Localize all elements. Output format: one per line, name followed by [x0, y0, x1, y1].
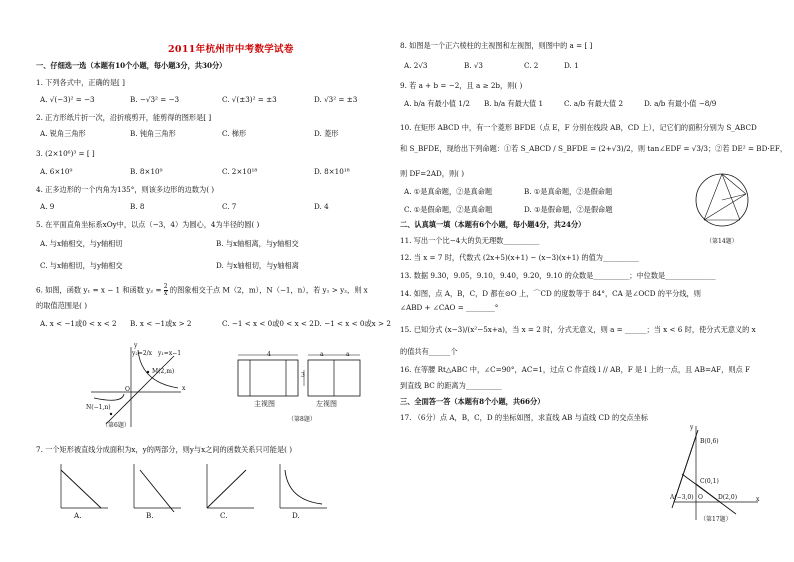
- q10-option-b: B. ①是真命题，②是假命题: [524, 187, 613, 196]
- q2-option-d: D. 菱形: [314, 129, 339, 138]
- fig6-label-y1: y₁=x−1: [158, 350, 182, 357]
- fig6-caption: （第6题）: [102, 422, 130, 429]
- q3-option-b: B. 8×10⁹: [130, 167, 163, 176]
- fig8-label-3: 3: [301, 372, 305, 379]
- fig17-label-a: A(−3,0): [670, 494, 694, 501]
- fig8-caption: （第8题）: [288, 416, 316, 423]
- q2-option-a: A. 锐角三角形: [40, 129, 86, 138]
- q2-option-c: C. 梯形: [222, 129, 247, 138]
- q17-stem: 17. （6分）点 A，B，C，D 的坐标如图，求直线 AB 与直线 CD 的交点坐标: [400, 413, 648, 422]
- q15-line1: 15. 已知分式 (x−3)/(x²−5x+a)，当 x = 2 时，分式无意义，则 a = ______；当 x < 6 时，使分式无意义的 x: [400, 325, 756, 334]
- q10-line2: 和 S_BFDE，现给出下列命题：①若 S_ABCD / S_BFDE = (2+√3)/2，则 tan∠EDF = √3/3；②若 DE² = BD·EF，: [400, 144, 788, 153]
- q4-option-d: D. 4: [314, 202, 329, 211]
- q5-option-c: C. 与x轴相切，与y轴相交: [40, 261, 123, 270]
- q7-option-graphs: [56, 462, 346, 518]
- q5-stem: 5. 在平面直角坐标系xOy中，以点（−3，4）为圆心，4为半径的圆( ): [36, 220, 260, 229]
- q1-option-d: D. √3² = ±3: [314, 95, 358, 104]
- fig17-label-d: D(2,0): [718, 494, 738, 501]
- page-title: 2011年杭州市中考数学试卷: [168, 44, 294, 55]
- fig6-label-o: O: [125, 386, 130, 393]
- q4-option-a: A. 9: [40, 202, 55, 211]
- q9-option-d: D. a/b 有最小值 −8/9: [644, 99, 717, 108]
- q4-option-b: B. 8: [130, 202, 145, 211]
- q9-option-c: C. a/b 有最大值 2: [564, 99, 624, 108]
- figure-14-circle: [690, 168, 760, 234]
- q8-option-b: B. √3: [464, 61, 484, 70]
- fig8-label-a1: a: [320, 351, 324, 358]
- q6-option-a: A. x < −1或0 < x < 2: [40, 319, 117, 328]
- q6-option-b: B. x < −1或x > 2: [130, 319, 192, 328]
- q9-option-b: B. b/a 有最大值 1: [484, 99, 544, 108]
- q12: 12. 当 x = 7 时，代数式 (2x+5)(x+1) − (x−3)(x+1) 的值为__________: [400, 253, 639, 262]
- q8-option-a: A. 2√3: [404, 61, 428, 70]
- fig8-label-4: 4: [267, 351, 271, 358]
- fig6-label-y: y: [134, 342, 138, 349]
- q1-stem: 1. 下列各式中，正确的是[ ]: [36, 78, 125, 87]
- q3-option-a: A. 6×10⁹: [40, 167, 73, 176]
- fig17-caption: （第17题）: [700, 516, 732, 523]
- fig17-label-x: x: [756, 496, 760, 503]
- q6-stem-line2: 的取值范围是( ): [36, 301, 88, 310]
- section-2-heading: 二、认真填一填（本题有6个小题，每小题4分，共24分）: [400, 220, 586, 229]
- fig17-label-o: O: [698, 494, 703, 501]
- q15-line2: 的值共有______个: [400, 347, 458, 356]
- q10-line3: 则 DF=2AD，则( ): [400, 169, 465, 178]
- q5-option-b: B. 与x轴相离，与y轴相交: [216, 239, 299, 248]
- q7-stem: 7. 一个矩形被直线分成面积为x，y的两部分，则y与x之间的函数关系只可能是( ): [36, 445, 293, 454]
- fig17-label-y: y: [690, 424, 694, 431]
- q1-option-c: C. √(±3)² = ±3: [222, 95, 277, 104]
- q5-option-a: A. 与x轴相交，与y轴相切: [40, 239, 123, 248]
- fig14-caption: （第14题）: [706, 238, 738, 245]
- q13: 13. 数据 9.30，9.05，9.10，9.40，9.20，9.10 的众数是__________；中位数是______________: [400, 271, 716, 280]
- q6-option-c: C. −1 < x < 0或0 < x < 2: [222, 319, 314, 328]
- q2-stem: 2. 正方形纸片折一次，沿折痕剪开，能剪得的图形是[ ]: [36, 113, 212, 122]
- fig6-label-m: M(2,m): [152, 368, 175, 375]
- q8-option-c: C. 2: [524, 61, 539, 70]
- q3-option-c: C. 2×10¹⁸: [222, 167, 258, 176]
- q7-option-c: C.: [220, 511, 228, 520]
- q7-option-a: A.: [74, 511, 82, 520]
- q6-option-d: D. −1 < x < 0或x > 2: [314, 319, 391, 328]
- fig6-label-y2: y₂=2/x: [132, 350, 153, 357]
- q14-line2: ∠ABD + ∠CAO = ________°: [400, 303, 499, 312]
- q16-line2: 到直线 BC 的距离为__________: [400, 381, 502, 390]
- q9-option-a: A. b/a 有最小值 1/2: [404, 99, 470, 108]
- q7-option-d: D.: [292, 511, 300, 520]
- q8-option-d: D. 1: [564, 61, 579, 70]
- fig6-label-n: N(−1,n): [86, 404, 111, 411]
- q14-line1: 14. 如图，点 A，B，C，D 都在⊙O 上，⌒CD 的度数等于 84°，CA 是∠OCD 的平分线，则: [400, 289, 701, 298]
- q10-option-c: C. ①是假命题，②是真命题: [404, 205, 493, 214]
- fig8-front-view: 主视图: [254, 400, 275, 408]
- q5-option-d: D. 与x轴相切，与y轴相离: [216, 261, 299, 270]
- q10-line1: 10. 在矩形 ABCD 中，有一个菱形 BFDE（点 E，F 分别在线段 AB，CD 上），记它们的面积分别为 S_ABCD: [400, 123, 757, 132]
- q7-option-b: B.: [146, 511, 154, 520]
- fig8-left-view: 左视图: [316, 400, 337, 408]
- q3-option-d: D. 8×10¹⁸: [314, 167, 350, 176]
- q9-stem: 9. 若 a + b = −2，且 a ≥ 2b，则( ): [400, 81, 523, 90]
- q1-option-b: B. −√3² = −3: [130, 95, 180, 104]
- section-1-heading: 一、仔细选一选（本题有10个小题，每小题3分，共30分）: [36, 61, 227, 70]
- q16-line1: 16. 在等腰 Rt△ABC 中，∠C=90°，AC=1，过点 C 作直线 l // AB，F 是 l 上的一点，且 AB=AF，则点 F: [400, 365, 751, 374]
- q1-option-a: A. √(−3)² = −3: [40, 95, 95, 104]
- fig17-label-b: B(0,6): [700, 438, 719, 445]
- section-3-heading: 三、全面答一答（本题有8个小题，共66分）: [400, 397, 545, 406]
- q4-stem: 4. 正多边形的一个内角为135°，则该多边形的边数为( ): [36, 185, 215, 194]
- fig17-label-c: C(0,1): [700, 478, 719, 485]
- q6-fraction: $\frac{2}{x}$: [163, 283, 168, 297]
- q4-option-c: C. 7: [222, 202, 237, 211]
- fig8-label-a2: a: [346, 351, 350, 358]
- q10-option-a: A. ①是真命题，②是真命题: [404, 187, 493, 196]
- q3-stem: 3. (2×10⁶)³ = [ ]: [36, 149, 95, 158]
- fig6-label-x: x: [182, 385, 186, 392]
- q2-option-b: B. 钝角三角形: [130, 129, 176, 138]
- q10-option-d: D. ①是假命题，②是假命题: [524, 205, 613, 214]
- q8-stem: 8. 如图是一个正六棱柱的主视图和左视图，则图中的 a = [ ]: [400, 41, 593, 50]
- q6-stem: 6. 如图，函数 y₁ = x − 1 和函数 y₂ = $\frac{2}{x}$ 的图象相交于点 M（2，m），N（−1，n），若 y₁ > y₂，则 x: [36, 283, 368, 297]
- q11: 11. 写出一个比−4大的负无理数__________: [400, 236, 540, 245]
